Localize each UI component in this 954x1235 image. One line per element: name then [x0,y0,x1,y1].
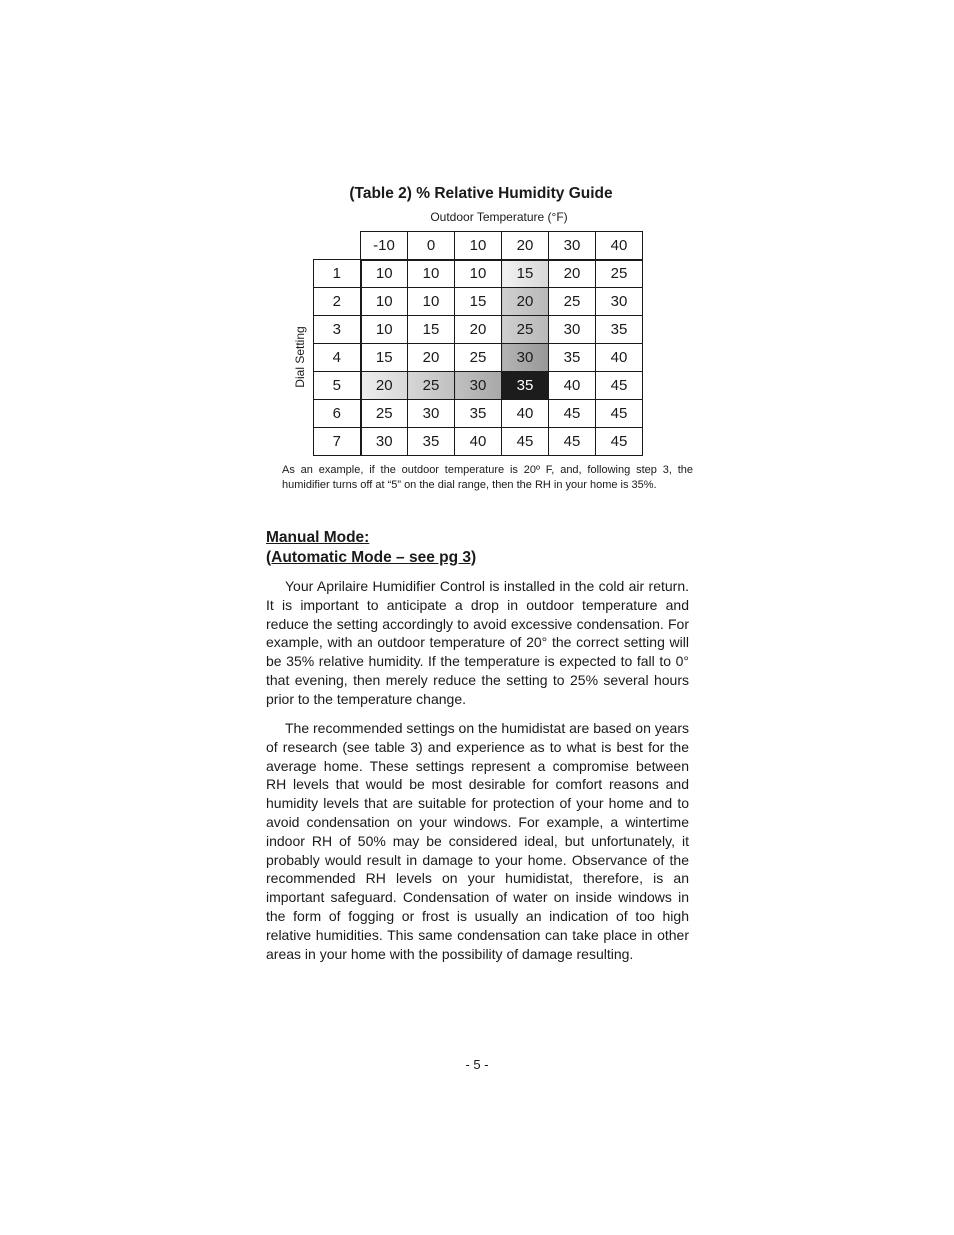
table-cell: 35 [408,428,455,456]
table-cell: 10 [361,288,408,316]
table-cell: 15 [361,344,408,372]
table-cell: 45 [596,372,643,400]
table-cell: 25 [596,260,643,288]
column-header: 30 [549,232,596,260]
table-cell: 10 [361,316,408,344]
table-cell: 20 [408,344,455,372]
table-cell: 30 [361,428,408,456]
table-row [314,344,643,372]
table-cell: 20 [361,372,408,400]
paragraph-recommended-settings: The recommended settings on the humidistat are based on years of research (see table 3) and experience as to what is best for the average home. These settings represent a compromise between RH levels that would be most desirable for comfort reasons and humidity levels that are suitable for protection of your home and to avoid condensation on your windows. For example, a wintertime indoor RH of 50% may be considered ideal, but unfortunately, it probably would result in damage to your home. Observance of the recommended RH levels on your humidistat, therefore, is an important safeguard. Condensation of water on inside windows in the form of fogging or frost is usually an indication of too high relative humidities. This same condensation can take place in other areas in your home with the possibility of damage resulting. [266,720,689,962]
highlighted-cell: 35 [502,372,549,400]
table-row [314,372,643,400]
table-cell: 20 [502,288,549,316]
section-title-line: Manual Mode: [266,529,370,546]
table-cell: 40 [455,428,502,456]
table-cell: 20 [455,316,502,344]
table-cell: 15 [455,288,502,316]
table-cell: 45 [596,428,643,456]
section-title [266,528,476,567]
row-label: 1 [314,260,361,288]
row-label: 2 [314,288,361,316]
row-label: 4 [314,344,361,372]
table-cell: 30 [408,400,455,428]
table-row [314,428,643,456]
section-subtitle-line: (Automatic Mode – see pg 3) [266,548,477,566]
table-cell: 35 [596,316,643,344]
table-cell: 25 [408,372,455,400]
table-cell: 40 [549,372,596,400]
column-header: 10 [455,232,502,260]
table-cell: 35 [455,400,502,428]
table-row [314,316,643,344]
page-number: - 5 - [465,1057,489,1072]
row-label: 7 [314,428,361,456]
table-cell: 25 [549,288,596,316]
table-cell: 10 [408,288,455,316]
table-row [314,260,643,288]
column-header: 0 [408,232,455,260]
table-row [314,400,643,428]
row-label: 3 [314,316,361,344]
table-cell: 40 [596,344,643,372]
row-label: 6 [314,400,361,428]
table-cell: 25 [502,316,549,344]
table-row [314,288,643,316]
table-cell: 30 [502,344,549,372]
column-header: 20 [502,232,549,260]
paragraph-install-note: Your Aprilaire Humidifier Control is installed in the cold air return. It is important to anticipate a drop in outdoor temperature and reduce the setting accordingly to avoid excessive condensation. For example, with an outdoor temperature of 20° the correct setting will be 35% relative humidity. If the temperature is expected to fall to 0° that evening, then merely reduce the setting to 25% several hours prior to the temperature change. [266,578,689,707]
table-cell: 45 [502,428,549,456]
table-cell: 25 [455,344,502,372]
column-header: 40 [596,232,643,260]
table-header-row [314,232,643,260]
column-header: -10 [361,232,408,260]
table-cell: 15 [408,316,455,344]
table-cell: 25 [361,400,408,428]
table-cell: 45 [596,400,643,428]
row-axis-label: Dial Setting [293,326,307,388]
table-cell: 30 [549,316,596,344]
table-cell: 35 [549,344,596,372]
table-cell: 30 [596,288,643,316]
table-cell: 45 [549,400,596,428]
table-title: (Table 2) % Relative Humidity Guide [349,185,613,202]
table-cell: 10 [455,260,502,288]
table-cell: 45 [549,428,596,456]
table-caption: As an example, if the outdoor temperature is 20º F, and, following step 3, the humidifier turns off at “5” on the dial range, then the RH in your home is 35%. [282,464,693,491]
table-cell: 30 [455,372,502,400]
column-axis-label: Outdoor Temperature (°F) [430,210,568,224]
table-cell: 40 [502,400,549,428]
table-cell: 15 [502,260,549,288]
humidity-guide-table [313,231,643,456]
table-cell: 10 [361,260,408,288]
table-cell: 20 [549,260,596,288]
row-label: 5 [314,372,361,400]
table-cell: 10 [408,260,455,288]
table-corner [314,232,361,260]
